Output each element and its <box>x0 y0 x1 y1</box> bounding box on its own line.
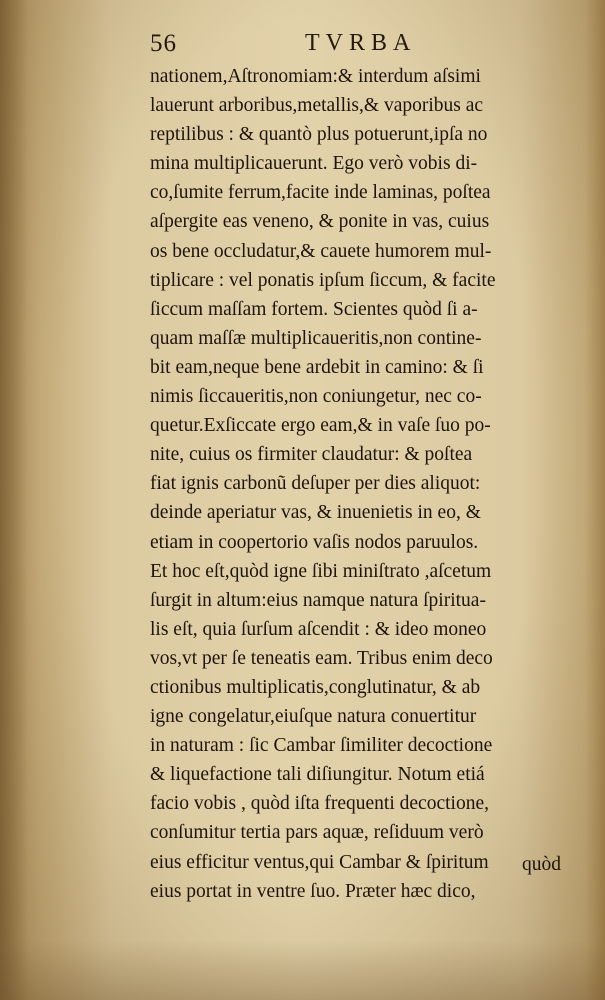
text-line: os bene occludatur,& cauete humorem mul- <box>150 240 492 262</box>
running-head: TVRBA <box>305 30 417 56</box>
page-number: 56 <box>150 30 177 57</box>
text-line: reptilibus : & quantò plus potuerunt,ipſa no <box>150 124 488 146</box>
text-line: facio vobis , quòd iſta frequenti decoctione, <box>150 793 489 815</box>
text-line: ctionibus multiplicatis,conglutinatur, & ab <box>150 676 481 698</box>
text-line: nite, cuius os firmiter claudatur: & poſtea <box>150 444 473 466</box>
text-line: lauerunt arboribus,metallis,& vaporibus ac <box>150 95 484 117</box>
text-line: co,ſumite ferrum,facite inde laminas, poſtea <box>150 182 491 204</box>
text-line: bit eam,neque bene ardebit in camino: & ſi <box>150 356 484 378</box>
text-line: & liquefactione tali diſiungitur. Notum etiá <box>150 764 485 786</box>
page-gutter-shadow <box>0 0 28 1000</box>
text-line: eius portat in ventre ſuo. Præter hæc dico, <box>150 880 476 902</box>
text-line: deinde aperiatur vas, & inuenietis in eo, & <box>150 502 481 524</box>
page-header <box>150 30 570 64</box>
text-line: quetur.Exſiccate ergo eam,& in vaſe ſuo po- <box>150 415 491 437</box>
text-line: fiat ignis carbonũ deſuper per dies aliquot: <box>150 473 481 495</box>
text-line: Et hoc eſt,quòd igne ſibi miniſtrato ,aſcetum <box>150 560 492 582</box>
text-line: nationem,Aſtronomiam:& interdum aſsimi <box>150 66 481 87</box>
text-line: conſumitur tertia pars aquæ, reſiduum verò <box>150 822 484 844</box>
text-line: ſurgit in altum:eius namque natura ſpiritua- <box>150 589 486 611</box>
text-line: lis eſt, quia ſurſum aſcendit : & ideo moneo <box>150 618 487 640</box>
catchword: quòd <box>522 854 561 875</box>
text-line: ſiccum maſſam fortem. Scientes quòd ſi a- <box>150 298 478 320</box>
text-line: etiam in coopertorio vaſis nodos paruulos. <box>150 531 479 553</box>
text-line: tiplicare : vel ponatis ipſum ſiccum, & facite <box>150 269 496 291</box>
text-line: nimis ſiccaueritis,non coniungetur, nec co- <box>150 386 482 408</box>
text-line: igne congelatur,eiuſque natura conuertitur <box>150 706 477 728</box>
text-line: vos,vt per ſe teneatis eam. Tribus enim deco <box>150 647 493 669</box>
page-bottom-shadow <box>0 940 605 1000</box>
body-text <box>150 62 580 906</box>
text-line: aſpergite eas veneno, & ponite in vas, cuius <box>150 211 490 233</box>
text-line: mina multiplicauerunt. Ego verò vobis di- <box>150 153 478 175</box>
text-line: in naturam : ſic Cambar ſimiliter decoctione <box>150 735 493 757</box>
text-line: eius efficitur ventus,qui Cambar & ſpiritum <box>150 851 489 873</box>
text-line: quam maſſæ multiplicaueritis,non contine- <box>150 327 482 349</box>
